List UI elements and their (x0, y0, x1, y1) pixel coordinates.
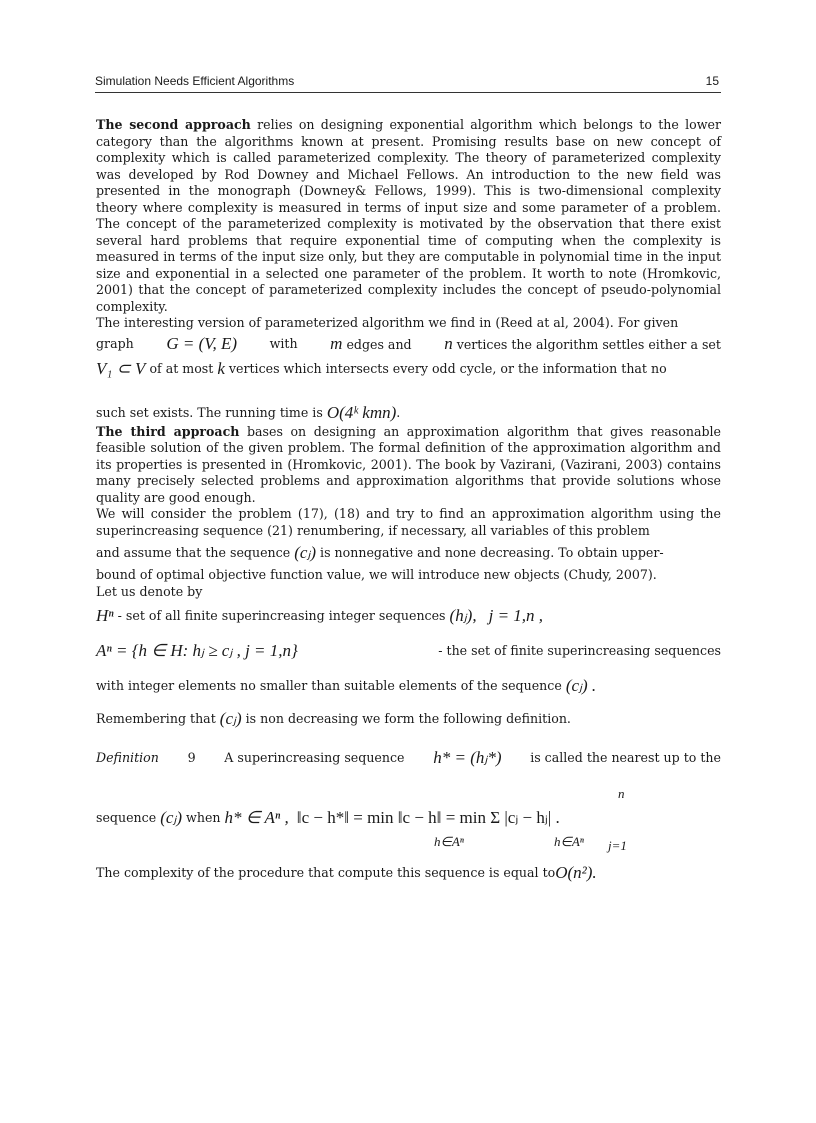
hn-math: Hⁿ (96, 605, 114, 625)
graph-word: graph (96, 336, 134, 352)
hn-text: - set of all finite superincreasing integer sequences (117, 607, 446, 623)
complexity-text: The complexity of the procedure that compute this sequence is equal to (96, 864, 556, 880)
min-subscript-2: h∈Aⁿ (554, 834, 584, 849)
graph-line (96, 332, 721, 358)
assume-text: and assume that the sequence (96, 544, 291, 560)
graph-math: G = (V, E) (166, 334, 237, 354)
cond-math: h* ∈ Aⁿ , (224, 807, 289, 827)
cj-math: (cⱼ) (219, 708, 242, 728)
vertices-text: vertices the algorithm settles either a set (456, 336, 721, 352)
sequence-line (96, 539, 721, 567)
definition-number: 9 (187, 749, 196, 765)
sequence-word: sequence (96, 809, 157, 825)
subset-math: V₁ ⊂ V (96, 359, 146, 379)
norm-line (96, 780, 721, 856)
when-word: when (186, 809, 221, 825)
running-time-line (96, 382, 721, 424)
min-subscript-1: h∈Aⁿ (434, 834, 464, 849)
header-title: Simulation Needs Efficient Algorithms (95, 74, 295, 88)
jrange-math: j = 1,n , (488, 605, 544, 625)
remember-text: Remembering that (96, 710, 216, 726)
page-body (96, 117, 721, 890)
paragraph-third-approach (96, 424, 721, 507)
bound-line: bound of optimal objective function value, we will introduce new objects (Chudy, 2007). (96, 567, 657, 582)
an-math: Aⁿ = {h ∈ H: hⱼ ≥ cⱼ , j = 1,n} (96, 640, 298, 660)
an-text: - the set of finite superincreasing sequences (438, 642, 721, 658)
with-word: with (269, 336, 298, 352)
sum-upper-limit: n (618, 786, 625, 801)
paragraph-parameterized-line: The interesting version of parameterized algorithm we find in (Reed at al, 2004). For given (96, 315, 679, 330)
edges-text: edges and (346, 336, 412, 352)
definition-text-2: is called the nearest up to the (530, 749, 721, 765)
paragraph-text: bases on designing an approximation algorithm that gives reasonable feasible solution of the given problem. The formal definition of the approximation algorithm and its properties is presented in (Hromkovic, 2001). The book by Vazirani, (Vazirani, 2003) contains many precisely selected problems and approximation algorithms that provide solutions whose quality are good enough. (96, 423, 721, 505)
paragraph-second-approach (96, 117, 721, 315)
complexity-math: O(n²). (555, 862, 597, 882)
norm-math: ‖c − h*‖ = min ‖c − h‖ = min Σ |cⱼ − hⱼ| . (296, 807, 560, 827)
cj-math: (cⱼ) (294, 542, 317, 562)
def-hn-line (96, 600, 721, 632)
hstar-math: h* = (hⱼ*) (433, 747, 502, 767)
remember-rest-text: is non decreasing we form the following definition. (245, 710, 571, 726)
page-number: 15 (705, 74, 719, 88)
complexity-line (96, 856, 721, 890)
running-header (95, 72, 721, 93)
definition-text: A superincreasing sequence (224, 749, 405, 765)
odd-cycle-text: vertices which intersects every odd cycle, or the information that no (228, 361, 667, 377)
remember-line (96, 702, 721, 736)
var-k: k (217, 359, 225, 379)
definition-label: Definition (96, 749, 159, 765)
let-us-line: Let us denote by (96, 583, 203, 599)
var-m: m (330, 333, 343, 353)
of-at-most-text: of at most (149, 361, 214, 377)
var-n: n (444, 333, 453, 353)
running-time-math: O(4ᵏ kmn) (326, 403, 397, 422)
paragraph-problem: We will consider the problem (17), (18) and try to find an approximation algorithm using the superincreasing sequence (21) renumbering, if necessary, all variables of this problem (96, 506, 721, 538)
lead-third-approach: The third approach (96, 423, 240, 439)
with-int-line (96, 670, 721, 702)
cj-math: (cⱼ) . (565, 675, 597, 695)
subset-line (96, 358, 721, 382)
definition-line (96, 736, 721, 780)
hj-math: (hⱼ), (449, 605, 477, 625)
sum-lower-limit: j=1 (608, 838, 627, 853)
def-an-line (96, 632, 721, 670)
with-int-text: with integer elements no smaller than suitable elements of the sequence (96, 677, 562, 693)
period: . (396, 405, 401, 420)
nonneg-text: is nonnegative and none decreasing. To obtain upper- (320, 544, 664, 560)
cj-math: (cⱼ) (160, 807, 183, 827)
lead-second-approach: The second approach (96, 117, 251, 132)
such-set-text: such set exists. The running time is (96, 405, 323, 420)
paragraph-text: relies on designing exponential algorithm which belongs to the lower category than the algorithms known at present. Promising results base on new concept of complexity which is called parameterized complexity. The theory of parameterized complexity was developed by Rod Downey and Michael Fellows. An introduction to the new field was presented in the monograph (Downey& Fellows, 1999). This is two-dimensional complexity theory where complexity is measured in terms of input size and some parameter of a problem. The concept of the parameterized complexity is motivated by the observation that there exist several hard problems that require exponential time of computing when the complexity is measured in terms of the input size only, but they are computable in polynomial time in the input size and exponential in a selected one parameter of the problem. It worth to note (Hromkovic, 2001) that the concept of parameterized complexity includes the concept of pseudo-polynomial complexity. (96, 117, 721, 314)
